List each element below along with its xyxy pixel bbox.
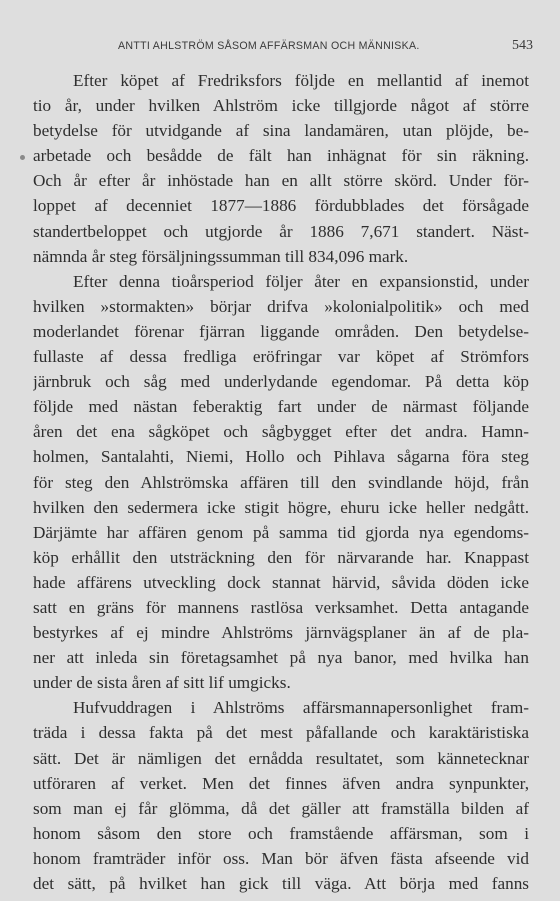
text-line: tio år, under hvilken Ahlström icke tillgjorde något af större xyxy=(33,96,529,116)
text-line: satt en gräns för mannens rastlösa verksamhet. Detta antagande xyxy=(33,597,529,617)
text-line: som man ej får glömma, då det gäller att framställa bilden af xyxy=(33,798,529,818)
text-line: under de sista åren af sitt lif umgicks. xyxy=(33,673,291,693)
text-line: utföraren af verket. Men det finnes äfven andra synpunkter, xyxy=(33,773,529,793)
text-line: betydelse för utvidgande af sina landamären, utan plöjde, be- xyxy=(33,121,529,141)
text-line: standertbeloppet och utgjorde år 1886 7,671 standert. Näst- xyxy=(33,221,529,241)
text-line: följde med nästan feberaktig fart under de närmast följande xyxy=(33,397,529,417)
text-line: åren det ena sågköpet och sågbygget efter det andra. Hamn- xyxy=(33,422,529,442)
text-line: Därjämte har affären genom på samma tid gjorda nya egendoms- xyxy=(33,522,529,542)
text-line: moderlandet förenar fjärran liggande områden. Den betydelse- xyxy=(33,321,529,341)
text-line: arbetade och besådde de fält han inhägnat för sin räkning. xyxy=(33,146,529,166)
text-line: ner att inleda sin företagsamhet på nya banor, med hvilka han xyxy=(33,648,529,668)
text-line: för steg den Ahlströmska affären till den svindlande höjd, från xyxy=(33,472,529,492)
running-header xyxy=(0,38,560,58)
page-number: 543 xyxy=(512,38,533,53)
text-line: köp erhållit den utsträckning den för närvarande har. Knappast xyxy=(33,547,529,567)
text-line: hvilken »stormakten» börjar drifva »kolonialpolitik» och med xyxy=(33,296,529,316)
text-line: fullaste af dessa fredliga eröfringar var köpet af Strömfors xyxy=(33,347,529,367)
text-line: loppet af decenniet 1877—1886 fördubblades det försågade xyxy=(33,196,529,216)
text-line: hade affärens utveckling dock stannat härvid, såvida döden icke xyxy=(33,572,529,592)
text-line: Efter denna tioårsperiod följer åter en expansionstid, under xyxy=(73,271,529,291)
text-line: sätt. Det är nämligen det ernådda resultatet, som kännetecknar xyxy=(33,748,529,768)
text-line: honom såsom den store och framstående affärsman, som i xyxy=(33,823,529,843)
body-text xyxy=(33,68,529,896)
text-line: holmen, Santalahti, Niemi, Hollo och Pihlava sågarna föra steg xyxy=(33,447,529,467)
text-line: bestyrkes af ej mindre Ahlströms järnvägsplaner än af de pla- xyxy=(33,623,529,643)
text-line: järnbruk och såg med underlydande egendomar. På detta köp xyxy=(33,372,529,392)
text-line: Efter köpet af Fredriksfors följde en mellantid af inemot xyxy=(73,71,529,90)
text-line: träda i dessa fakta på det mest påfallande och karaktäristiska xyxy=(33,723,529,743)
text-line: hvilken den sedermera icke stigit högre, ehuru icke heller nedgått. xyxy=(33,497,529,517)
running-header-title: ANTTI AHLSTRÖM SÅSOM AFFÄRSMAN OCH MÄNNISKA. xyxy=(118,40,420,52)
margin-speck xyxy=(20,155,25,160)
text-line: Hufvuddragen i Ahlströms affärsmannapersonlighet fram- xyxy=(73,698,529,718)
text-line: nämnda år steg försäljningssumman till 834,096 mark. xyxy=(33,246,409,266)
text-line: det sätt, på hvilket han gick till väga. Att börja med fanns xyxy=(33,874,529,893)
text-line: Och år efter år inhöstade han en allt större skörd. Under för- xyxy=(33,171,529,191)
text-line: honom framträder inför oss. Man bör äfven fästa afseende vid xyxy=(33,848,529,868)
